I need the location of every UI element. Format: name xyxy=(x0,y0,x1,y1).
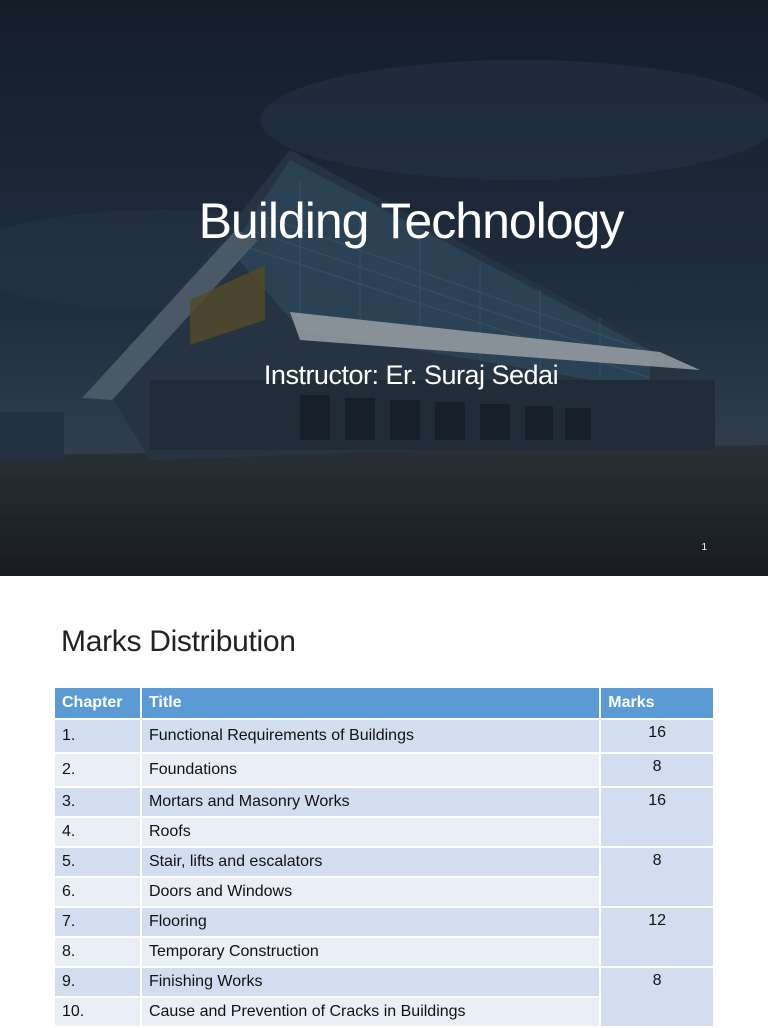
marks-cell: 8 xyxy=(600,753,714,787)
table-row xyxy=(54,907,714,937)
title-cell: Foundations xyxy=(141,753,600,787)
table-row xyxy=(54,787,714,817)
marks-cell: 16 xyxy=(600,787,714,847)
table-row xyxy=(54,967,714,997)
chapter-cell: 7. xyxy=(54,907,141,937)
chapter-cell: 1. xyxy=(54,719,141,753)
marks-table xyxy=(53,686,715,1028)
title-cell: Roofs xyxy=(141,817,600,847)
column-header-marks: Marks xyxy=(600,687,714,719)
title-cell: Flooring xyxy=(141,907,600,937)
table-row xyxy=(54,719,714,753)
chapter-cell: 8. xyxy=(54,937,141,967)
marks-cell: 16 xyxy=(600,719,714,753)
title-cell: Doors and Windows xyxy=(141,877,600,907)
title-cell: Stair, lifts and escalators xyxy=(141,847,600,877)
title-cell: Cause and Prevention of Cracks in Buildings xyxy=(141,997,600,1027)
column-header-chapter: Chapter xyxy=(54,687,141,719)
slide-number: 1 xyxy=(701,542,707,553)
table-row xyxy=(54,753,714,787)
chapter-cell: 2. xyxy=(54,753,141,787)
marks-slide xyxy=(0,576,768,1024)
slide-heading: Marks Distribution xyxy=(61,625,296,658)
table-row xyxy=(54,847,714,877)
title-cell: Finishing Works xyxy=(141,967,600,997)
chapter-cell: 4. xyxy=(54,817,141,847)
column-header-title: Title xyxy=(141,687,600,719)
slide-subtitle: Instructor: Er. Suraj Sedai xyxy=(263,360,559,390)
marks-cell: 12 xyxy=(600,907,714,967)
table-header-row xyxy=(54,687,714,719)
marks-cell: 8 xyxy=(600,847,714,907)
chapter-cell: 3. xyxy=(54,787,141,817)
title-cell: Mortars and Masonry Works xyxy=(141,787,600,817)
marks-cell: 8 xyxy=(600,967,714,1027)
title-cell: Temporary Construction xyxy=(141,937,600,967)
chapter-cell: 5. xyxy=(54,847,141,877)
chapter-cell: 10. xyxy=(54,997,141,1027)
chapter-cell: 6. xyxy=(54,877,141,907)
chapter-cell: 9. xyxy=(54,967,141,997)
title-cell: Functional Requirements of Buildings xyxy=(141,719,600,753)
slide-title: Building Technology xyxy=(198,193,624,249)
